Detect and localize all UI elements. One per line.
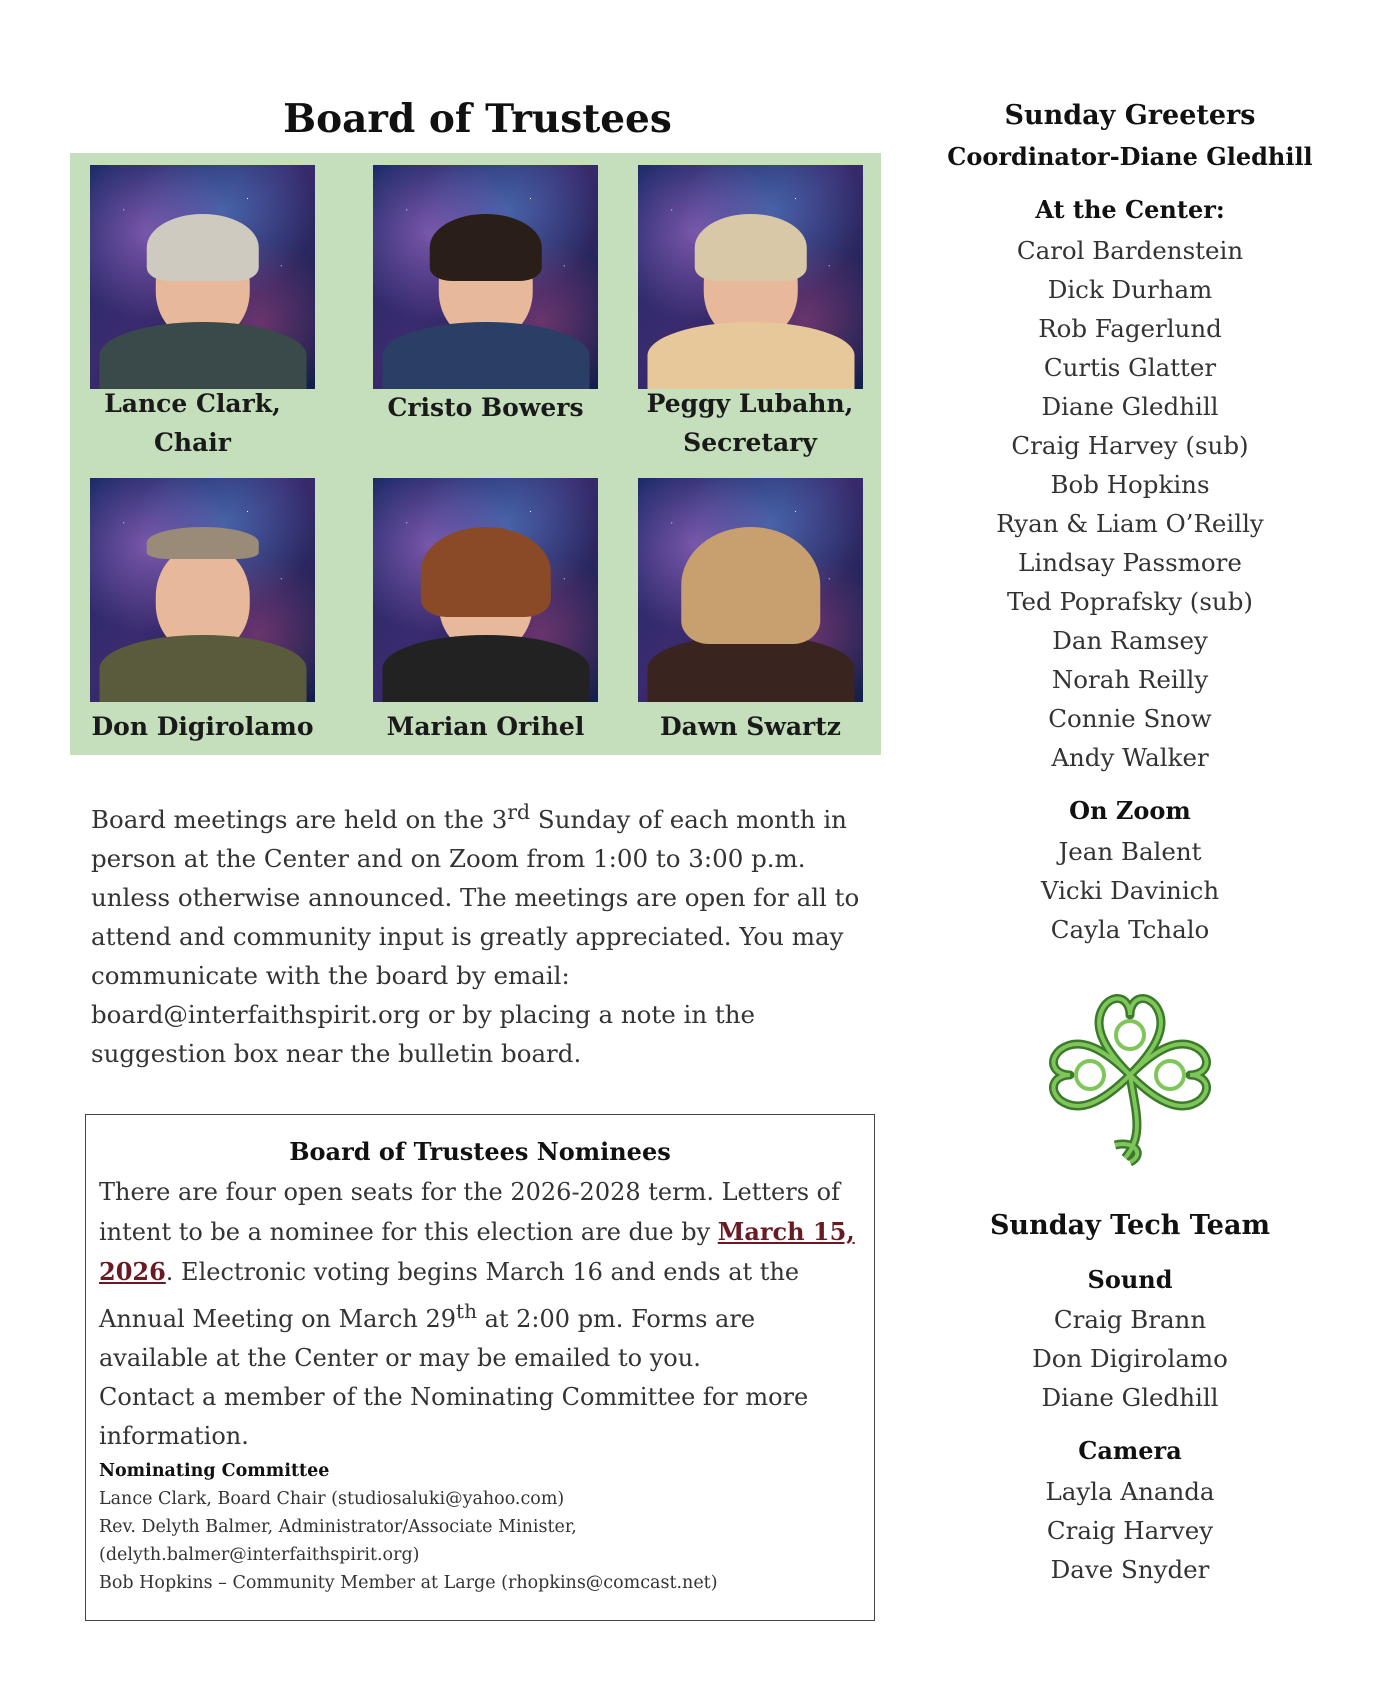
member-name-cristo-bowers: Cristo Bowers <box>387 393 584 422</box>
at-center-heading: At the Center: <box>1035 195 1225 224</box>
page-title: Board of Trustees <box>283 96 672 142</box>
camera-heading: Camera <box>1078 1436 1182 1465</box>
sound-list: Craig Brann Don Digirolamo Diane Gledhill <box>1032 1305 1228 1412</box>
board-photo-grid <box>70 153 881 755</box>
greeters-coordinator: Coordinator-Diane Gledhill <box>947 142 1313 171</box>
deadline-date: March 15, 2026 <box>99 1217 855 1286</box>
photo-lance-clark <box>90 165 315 389</box>
member-name-dawn-swartz: Dawn Swartz <box>660 712 841 741</box>
photo-don-digirolamo <box>90 478 315 702</box>
on-zoom-list: Jean Balent Vicki Davinich Cayla Tchalo <box>1040 837 1220 944</box>
member-name-lance-clark: Lance Clark, Chair <box>104 389 281 457</box>
member-name-don-digirolamo: Don Digirolamo <box>91 712 314 741</box>
on-zoom-heading: On Zoom <box>1069 796 1191 825</box>
tech-team-title: Sunday Tech Team <box>989 1210 1271 1241</box>
photo-cristo-bowers <box>373 165 598 389</box>
at-center-list: Carol Bardenstein Dick Durham Rob Fagerlund Curtis Glatter Diane Gledhill Craig Harvey (sub) Bob Hopkins Ryan & Liam O’Reilly Lindsay Passmore Ted Poprafsky (sub) Dan Ramsey Norah Reilly Connie Snow Andy Walker <box>996 236 1264 772</box>
photo-dawn-swartz <box>638 478 863 702</box>
member-name-marian-orihel: Marian Orihel <box>386 712 585 741</box>
sound-heading: Sound <box>1087 1265 1173 1294</box>
celtic-shamrock-icon <box>1035 980 1225 1170</box>
photo-peggy-lubahn <box>638 165 863 389</box>
nominees-heading: Board of Trustees Nominees <box>289 1137 671 1166</box>
member-name-peggy-lubahn: Peggy Lubahn, Secretary <box>646 389 854 457</box>
photo-marian-orihel <box>373 478 598 702</box>
camera-list: Layla Ananda Craig Harvey Dave Snyder <box>1045 1477 1215 1584</box>
nominating-committee: Nominating Committee Lance Clark, Board Chair (studiosaluki@yahoo.com) Rev. Delyth Balmer, Administrator/Associate Minister, (delyth.balmer@interfaithspirit.org) Bob Hopkins – Community Member at Large (rhopkins@comcast.net) <box>99 1461 718 1593</box>
board-meeting-info: Board meetings are held on the 3rd Sunday of each month in person at the Center and on Zoom from 1:00 to 3:00 p.m. unless otherwise announced. The meetings are open for all to attend and community input is greatly appreciated. You may communicate with the board by email: board@interfaithspirit.org or by placing a note in the suggestion box near the bulletin board. <box>91 800 860 1069</box>
nominees-box <box>85 1114 875 1621</box>
greeters-title: Sunday Greeters <box>1004 100 1256 131</box>
nominees-text: There are four open seats for the 2026-2028 term. Letters of intent to be a nominee for this election are due by March 15, 2026. Electronic voting begins March 16 and ends at the Annual Meeting on March 29th at 2:00 pm. Forms are available at the Center or may be emailed to you. Contact a member of the Nominating Committee for more information. <box>99 1178 855 1450</box>
